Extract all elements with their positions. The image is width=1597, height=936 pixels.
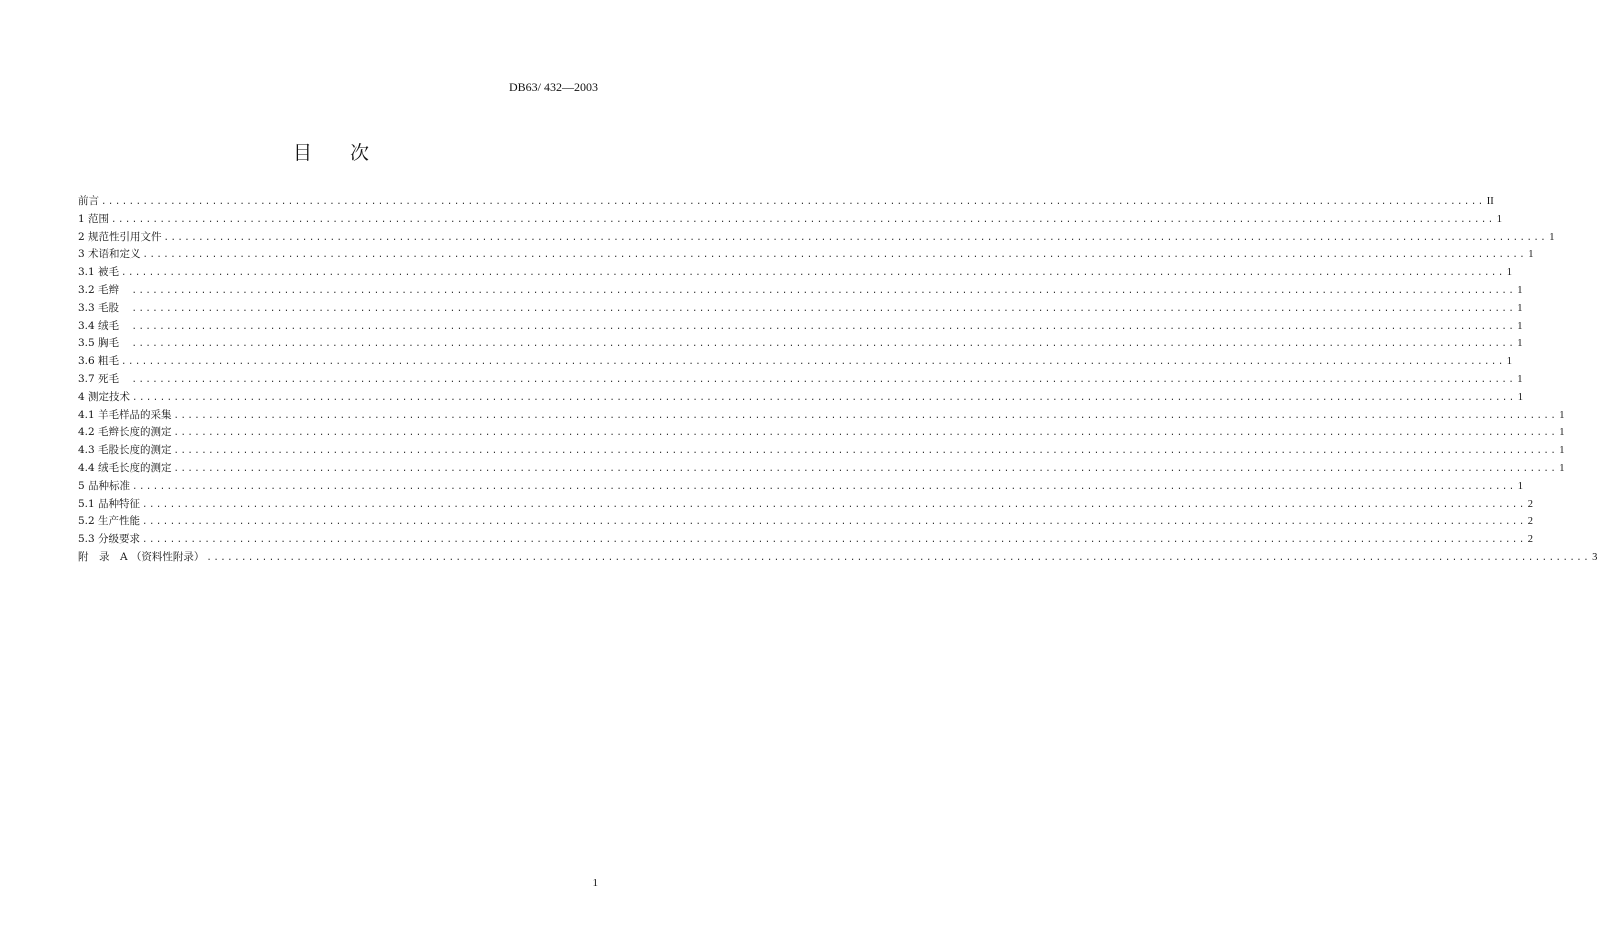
toc-entry[interactable] bbox=[78, 335, 1523, 353]
toc-entry-page: 1 bbox=[1528, 249, 1534, 261]
toc-leader-dots: ........................................................................................................................................................................................................ bbox=[142, 499, 1526, 510]
toc-leader-dots: ........................................................................................................................................................................................................ bbox=[142, 535, 1526, 546]
toc-entry-label: 4.2 毛辫长度的测定 bbox=[78, 426, 172, 439]
toc-entry-page: 2 bbox=[1527, 498, 1533, 510]
toc-entry-label: 3.7 死毛 bbox=[78, 372, 130, 385]
toc-entry[interactable] bbox=[78, 424, 1565, 442]
toc-entry[interactable] bbox=[78, 318, 1523, 336]
toc-entry-page: 2 bbox=[1527, 516, 1533, 528]
toc-entry[interactable] bbox=[78, 193, 1494, 211]
toc-entry-page: 1 bbox=[1559, 427, 1565, 439]
toc-leader-dots: ........................................................................................................................................................................................................ bbox=[132, 392, 1516, 403]
toc-entry-label: 5.1 品种特征 bbox=[78, 497, 141, 510]
toc-leader-dots: ........................................................................................................................................................................................................ bbox=[163, 232, 1548, 243]
toc-leader-dots: ........................................................................................................................................................................................................ bbox=[121, 268, 1505, 279]
toc-entry[interactable] bbox=[78, 246, 1534, 264]
toc-leader-dots: ........................................................................................................................................................................................................ bbox=[101, 197, 1485, 207]
toc-title bbox=[0, 138, 662, 165]
toc-leader-dots: ........................................................................................................................................................................................................ bbox=[142, 517, 1526, 528]
toc-entry[interactable] bbox=[78, 282, 1523, 300]
toc-leader-dots: ........................................................................................................................................................................................................ bbox=[111, 214, 1495, 225]
toc-entry[interactable] bbox=[78, 353, 1512, 371]
toc-entry[interactable] bbox=[78, 229, 1555, 247]
toc-entry-page: 1 bbox=[1496, 213, 1502, 225]
toc-entry[interactable] bbox=[78, 549, 1597, 567]
toc-entry[interactable] bbox=[78, 300, 1523, 318]
toc-entry-page: 2 bbox=[1527, 534, 1533, 546]
toc-entry-page: 1 bbox=[1517, 284, 1523, 296]
toc-entry-label: 3.2 毛辫 bbox=[78, 283, 130, 296]
toc-leader-dots: ........................................................................................................................................................................................................ bbox=[173, 446, 1558, 457]
toc-entry-page: 1 bbox=[1559, 409, 1565, 421]
toc-title-char-1: 目 bbox=[292, 142, 312, 164]
toc-entry-label: 3.3 毛股 bbox=[78, 301, 130, 314]
toc-entry-page: 1 bbox=[1559, 445, 1565, 457]
toc-entry-page: 1 bbox=[1506, 267, 1512, 279]
toc-entry-page: 1 bbox=[1549, 231, 1555, 243]
toc-leader-dots: ........................................................................................................................................................................................................ bbox=[132, 481, 1516, 492]
toc-entry-label: 3.6 粗毛 bbox=[78, 355, 120, 368]
toc-entry-label: 3.4 绒毛 bbox=[78, 319, 130, 332]
toc-entry-page: 1 bbox=[1517, 391, 1523, 403]
toc-leader-dots: ........................................................................................................................................................................................................ bbox=[131, 374, 1516, 385]
toc-entry-page: 1 bbox=[1517, 338, 1523, 350]
toc-entry-label: 3.1 被毛 bbox=[78, 266, 120, 279]
toc-entry[interactable] bbox=[78, 513, 1533, 531]
toc-leader-dots: ........................................................................................................................................................................................................ bbox=[206, 552, 1591, 563]
toc-title-char-2: 次 bbox=[350, 142, 370, 164]
toc-entry-label: 1 范围 bbox=[78, 212, 110, 225]
toc-entry[interactable] bbox=[78, 371, 1523, 389]
toc-leader-dots: ........................................................................................................................................................................................................ bbox=[142, 250, 1527, 261]
toc-entry[interactable] bbox=[78, 211, 1502, 229]
toc-entry-page: 1 bbox=[1517, 373, 1523, 385]
page-number: 1 bbox=[592, 877, 598, 889]
toc-leader-dots: ........................................................................................................................................................................................................ bbox=[131, 303, 1516, 314]
toc-leader-dots: ........................................................................................................................................................................................................ bbox=[173, 410, 1558, 421]
toc-entry[interactable] bbox=[78, 460, 1565, 478]
toc-leader-dots: ........................................................................................................................................................................................................ bbox=[121, 357, 1505, 368]
toc-leader-dots: ........................................................................................................................................................................................................ bbox=[131, 339, 1516, 350]
toc-entry[interactable] bbox=[78, 496, 1533, 514]
toc-leader-dots: ........................................................................................................................................................................................................ bbox=[173, 428, 1558, 439]
toc-entry-label: 4.4 绒毛长度的测定 bbox=[78, 461, 172, 474]
toc-entry-label: 4.1 羊毛样品的采集 bbox=[78, 408, 172, 421]
toc-entry[interactable] bbox=[78, 531, 1533, 549]
toc-entry-label: 前言 bbox=[78, 195, 99, 207]
toc-entry-page: 1 bbox=[1559, 462, 1565, 474]
toc-leader-dots: ........................................................................................................................................................................................................ bbox=[173, 463, 1558, 474]
toc-entry[interactable] bbox=[78, 407, 1565, 425]
toc-entry-page: 1 bbox=[1506, 356, 1512, 368]
toc-leader-dots: ........................................................................................................................................................................................................ bbox=[131, 285, 1516, 296]
toc-entry[interactable] bbox=[78, 389, 1523, 407]
toc-entry[interactable] bbox=[78, 478, 1523, 496]
toc-entry-label: 3.5 胸毛 bbox=[78, 337, 130, 350]
table-of-contents bbox=[78, 193, 1597, 567]
toc-entry-label: 4 测定技术 bbox=[78, 390, 131, 403]
toc-entry-page: II bbox=[1486, 196, 1494, 207]
toc-entry-page: 1 bbox=[1517, 302, 1523, 314]
toc-entry-page: 3 bbox=[1592, 551, 1597, 563]
toc-entry-label: 5 品种标准 bbox=[78, 479, 131, 492]
toc-entry-page: 1 bbox=[1517, 320, 1523, 332]
toc-entry[interactable] bbox=[78, 264, 1512, 282]
toc-entry[interactable] bbox=[78, 442, 1565, 460]
toc-entry-label: 5.2 生产性能 bbox=[78, 515, 141, 528]
toc-entry-label: 5.3 分级要求 bbox=[78, 533, 141, 546]
toc-entry-label: 附 录 A （资料性附录） bbox=[78, 550, 205, 563]
document-code: DB63/ 432—2003 bbox=[508, 80, 598, 94]
toc-entry-page: 1 bbox=[1517, 480, 1523, 492]
toc-entry-label: 4.3 毛股长度的测定 bbox=[78, 444, 172, 457]
toc-entry-label: 3 术语和定义 bbox=[78, 248, 141, 261]
toc-leader-dots: ........................................................................................................................................................................................................ bbox=[131, 321, 1516, 332]
toc-entry-label: 2 规范性引用文件 bbox=[78, 230, 162, 243]
